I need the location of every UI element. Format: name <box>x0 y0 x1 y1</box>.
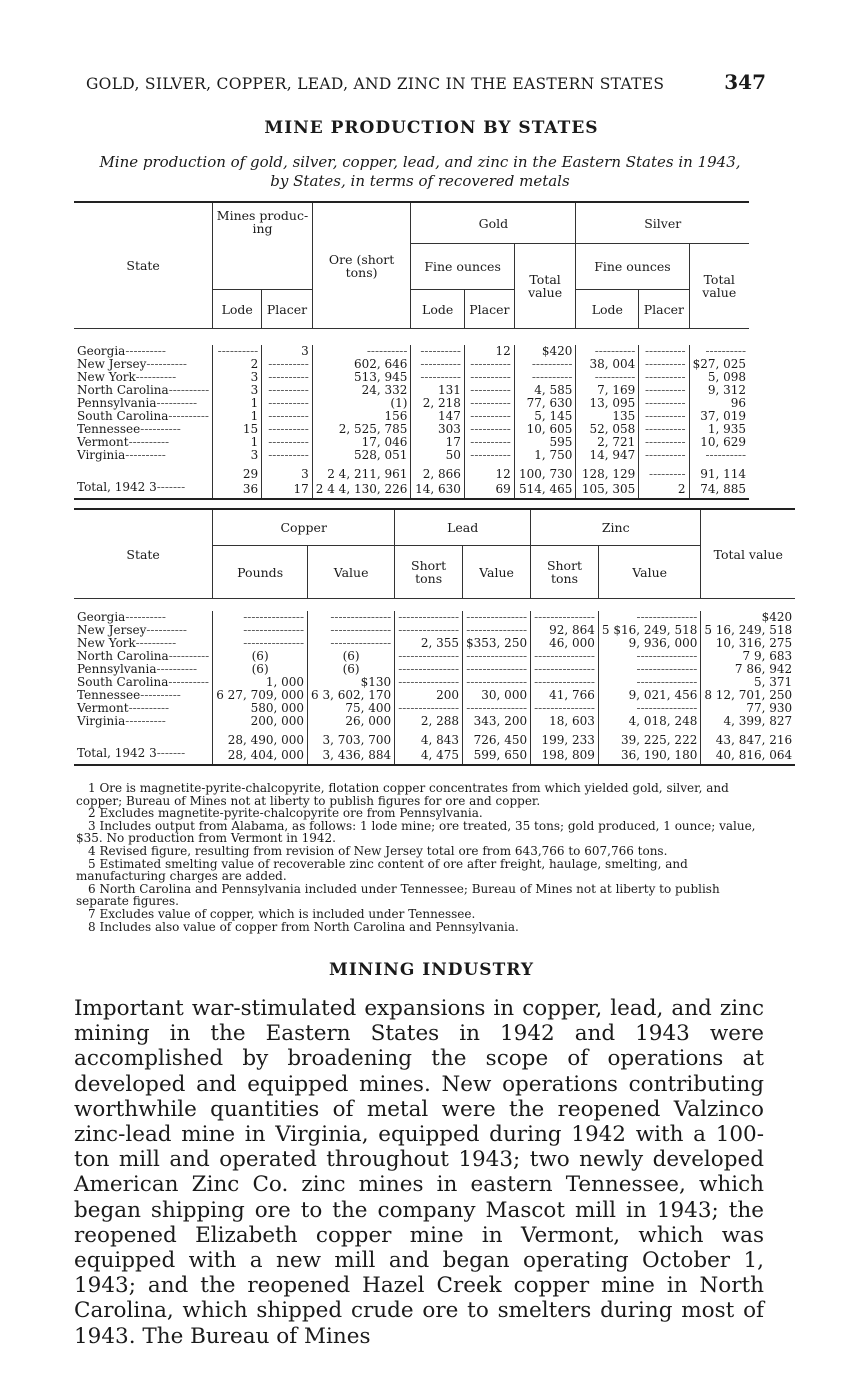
t2-totals <box>74 728 795 765</box>
t1-cell-ag-lode: 52, 058 <box>576 423 639 436</box>
t2-total-value: 43, 847, 216 <box>701 728 795 747</box>
t2-1942-pb-tons: 4, 475 <box>395 747 463 765</box>
t1-cell-ag-value: 10, 629 <box>689 436 749 449</box>
t1-total-ag-lode: 128, 129 <box>576 462 639 481</box>
t2-state-name: Georgia <box>77 610 126 624</box>
t2-state-cell: Pennsylvania---------- <box>77 662 198 676</box>
t1-cell-au-lode: 2, 218 <box>411 397 465 410</box>
t2-state-name: Vermont <box>77 701 129 715</box>
t1-header-silver-placer: Placer <box>639 290 689 329</box>
t1-cell-lode: 15 <box>213 423 262 436</box>
t1-state-name: Tennessee <box>77 422 141 436</box>
t1-total-ore: 2 4, 211, 961 <box>312 462 411 481</box>
t1-cell-au-lode: ---------- <box>411 358 465 371</box>
t1-cell-ore: 17, 046 <box>312 436 411 449</box>
t1-cell-ag-lode: ---------- <box>576 345 639 358</box>
t1-cell-placer: ---------- <box>262 397 313 410</box>
t2-cell-cu-lb: --------------- <box>213 611 308 624</box>
t2-header-copper: Copper <box>213 509 395 546</box>
t1-cell-ag-placer: ---------- <box>639 410 689 423</box>
t1-cell-au-placer: ---------- <box>464 397 514 410</box>
t1-cell-placer: ---------- <box>262 423 313 436</box>
t2-cell-zn-val: 9, 021, 456 <box>598 689 700 702</box>
t1-cell-ag-value: 5, 098 <box>689 371 749 384</box>
t2-cell-pb-tons: --------------- <box>395 676 463 689</box>
t1-total-ag-value: 91, 114 <box>689 462 749 481</box>
t2-state-name: Virginia <box>77 714 126 728</box>
t2-1942-zn-val: 36, 190, 180 <box>598 747 700 765</box>
t1-state-name: New Jersey <box>77 357 147 371</box>
t2-cell-zn-val: 4, 018, 248 <box>598 715 700 728</box>
t1-1942-ag-lode: 105, 305 <box>576 481 639 499</box>
t1-cell-au-value: 1, 750 <box>514 449 576 462</box>
t1-cell-au-value: 5, 145 <box>514 410 576 423</box>
t2-state-cell: Georgia---------- <box>77 610 166 624</box>
t1-totals <box>74 462 749 499</box>
t2-header-zinc-short-tons: Short tons <box>531 546 599 599</box>
t2-cell-cu-val: 6 3, 602, 170 <box>308 689 395 702</box>
t1-total-1942-label-text: Total, 1942 3 <box>77 480 157 494</box>
t1-header-mines-placer: Placer <box>262 290 313 329</box>
t1-state-name: Virginia <box>77 448 126 462</box>
t1-header-mines-lode: Lode <box>213 290 262 329</box>
running-head-title: GOLD, SILVER, COPPER, LEAD, AND ZINC IN THE EASTERN STATES <box>86 75 665 93</box>
footnote: 5 Estimated smelting value of recoverable zinc content of ore after freight, haulage, smelting, and manufacturing charges are added. <box>76 856 688 884</box>
t2-1942-pb-val: 599, 650 <box>463 747 531 765</box>
t1-cell-au-lode: 303 <box>411 423 465 436</box>
t2-cell-pb-val: --------------- <box>463 624 531 637</box>
t2-header-zinc: Zinc <box>531 509 701 546</box>
t2-total-zn-tons: 199, 233 <box>531 728 599 747</box>
t1-state-cell: Pennsylvania---------- <box>77 396 198 410</box>
t1-cell-placer: ---------- <box>262 436 313 449</box>
t2-cell-zn-tons: --------------- <box>531 650 599 663</box>
t1-row <box>74 436 749 449</box>
t1-cell-au-value: 595 <box>514 436 576 449</box>
t1-cell-au-lode: 147 <box>411 410 465 423</box>
t1-cell-ag-placer: ---------- <box>639 358 689 371</box>
t1-cell-ag-placer: ---------- <box>639 397 689 410</box>
t1-state-name: South Carolina <box>77 409 169 423</box>
t1-header-gold: Gold <box>411 202 576 244</box>
t1-cell-ag-placer: ---------- <box>639 345 689 358</box>
t1-cell-ore: 528, 051 <box>312 449 411 462</box>
t2-total-pb-val: 726, 450 <box>463 728 531 747</box>
t2-cell-pb-tons: 2, 355 <box>395 637 463 650</box>
t2-row <box>74 715 795 728</box>
t1-cell-placer: ---------- <box>262 384 313 397</box>
t1-cell-ag-value: 37, 019 <box>689 410 749 423</box>
t2-cell-pb-tons: 2, 288 <box>395 715 463 728</box>
t2-cell-zn-val: --------------- <box>598 611 700 624</box>
t2-cell-cu-lb: 580, 000 <box>213 702 308 715</box>
footnote: 6 North Carolina and Pennsylvania included under Tennessee; Bureau of Mines not at liberty to publish separate figures. <box>76 881 720 909</box>
t2-total-1942-label-text: Total, 1942 3 <box>77 746 157 760</box>
t1-1942-ag-value: 74, 885 <box>689 481 749 499</box>
t2-state-name: South Carolina <box>77 675 169 689</box>
t1-cell-au-lode: 50 <box>411 449 465 462</box>
t2-cell-cu-lb: --------------- <box>213 624 308 637</box>
t2-row <box>74 689 795 702</box>
t2-state-name: Pennsylvania <box>77 662 157 676</box>
t2-cell-total: 5, 371 <box>701 676 795 689</box>
t2-state-name: New Jersey <box>77 623 147 637</box>
t2-total-cu-lb: 28, 490, 000 <box>213 728 308 747</box>
t1-cell-ore: 156 <box>312 410 411 423</box>
t1-header-gold-fine-oz: Fine ounces <box>411 244 514 290</box>
t2-state-cell: New York---------- <box>77 636 177 650</box>
t1-state-cell: North Carolina---------- <box>77 383 210 397</box>
t1-cell-au-placer: ---------- <box>464 358 514 371</box>
t1-cell-ag-value: ---------- <box>689 345 749 358</box>
footnote: 7 Excludes value of copper, which is included under Tennessee. <box>88 906 476 921</box>
t2-cell-cu-lb: (6) <box>213 663 308 676</box>
t2-cell-total: 5 16, 249, 518 <box>701 624 795 637</box>
t2-cell-total: 77, 930 <box>701 702 795 715</box>
t1-1942-ag-placer: 2 <box>639 481 689 499</box>
t1-header-gold-lode: Lode <box>411 290 465 329</box>
t1-cell-ag-value: 96 <box>689 397 749 410</box>
t2-cell-pb-val: --------------- <box>463 611 531 624</box>
t1-cell-ore: 513, 945 <box>312 371 411 384</box>
t2-cell-cu-lb: 200, 000 <box>213 715 308 728</box>
t1-header-state: State <box>74 202 213 329</box>
t2-cell-cu-val: (6) <box>308 663 395 676</box>
t1-header-gold-placer: Placer <box>464 290 514 329</box>
t1-cell-au-value: 4, 585 <box>514 384 576 397</box>
t1-total-1942-label: Total, 1942 3------- <box>77 480 186 494</box>
t2-cell-zn-tons: --------------- <box>531 676 599 689</box>
t1-cell-au-value: ---------- <box>514 371 576 384</box>
t2-cell-pb-tons: --------------- <box>395 611 463 624</box>
t2-cell-pb-val: 343, 200 <box>463 715 531 728</box>
t2-cell-zn-val: 9, 936, 000 <box>598 637 700 650</box>
t2-cell-zn-val: --------------- <box>598 676 700 689</box>
t1-cell-ag-value: ---------- <box>689 449 749 462</box>
t2-header-lead-short-tons: Short tons <box>395 546 463 599</box>
t1-cell-au-value: 77, 630 <box>514 397 576 410</box>
t1-cell-lode: 3 <box>213 384 262 397</box>
t2-state-cell: South Carolina---------- <box>77 675 209 689</box>
t1-cell-ag-value: 1, 935 <box>689 423 749 436</box>
t1-cell-ag-value: $27, 025 <box>689 358 749 371</box>
t1-total-au-lode: 2, 866 <box>411 462 465 481</box>
t1-total-au-placer: 12 <box>464 462 514 481</box>
t1-state-cell: New Jersey---------- <box>77 357 187 371</box>
t1-cell-au-lode: ---------- <box>411 371 465 384</box>
t2-header-copper-pounds: Pounds <box>213 546 308 599</box>
t1-cell-ag-lode: 14, 947 <box>576 449 639 462</box>
footnote: 4 Revised figure, resulting from revision of New Jersey total ore from 643,766 to 607,766 tons. <box>88 843 668 858</box>
t1-state-name: Georgia <box>77 344 126 358</box>
t1-header-mines: Mines produc-ing <box>213 202 313 290</box>
t2-cell-cu-val: --------------- <box>308 637 395 650</box>
t1-total-ag-placer: --------- <box>639 462 689 481</box>
t1-row <box>74 423 749 436</box>
t1-cell-ore: ---------- <box>312 345 411 358</box>
t1-row <box>74 449 749 462</box>
t1-cell-lode: 3 <box>213 371 262 384</box>
t1-1942-ore: 2 4 4, 130, 226 <box>312 481 411 499</box>
t1-cell-au-lode: 131 <box>411 384 465 397</box>
t1-cell-ag-placer: ---------- <box>639 371 689 384</box>
t2-total-cu-val: 3, 703, 700 <box>308 728 395 747</box>
t1-cell-ag-placer: ---------- <box>639 449 689 462</box>
running-head <box>86 70 766 94</box>
t1-cell-ag-lode: 2, 721 <box>576 436 639 449</box>
t1-cell-lode: 3 <box>213 449 262 462</box>
t2-cell-total: 7 9, 683 <box>701 650 795 663</box>
t1-cell-placer: ---------- <box>262 410 313 423</box>
t2-1942-cu-val: 3, 436, 884 <box>308 747 395 765</box>
t2-cell-total: 7 86, 942 <box>701 663 795 676</box>
t1-cell-lode: 1 <box>213 436 262 449</box>
t1-header-gold-total-value: Total value <box>514 244 576 329</box>
t1-cell-ore: 602, 646 <box>312 358 411 371</box>
t2-cell-total: 4, 399, 827 <box>701 715 795 728</box>
copper-lead-zinc-table <box>74 508 795 766</box>
t1-cell-ag-value: 9, 312 <box>689 384 749 397</box>
t2-cell-pb-val: --------------- <box>463 702 531 715</box>
t1-cell-lode: 1 <box>213 397 262 410</box>
t1-cell-placer: ---------- <box>262 358 313 371</box>
t1-total-lode: 29 <box>213 462 262 481</box>
footnote: 8 Includes also value of copper from North Carolina and Pennsylvania. <box>88 919 519 934</box>
t2-cell-cu-lb: --------------- <box>213 637 308 650</box>
gold-silver-table <box>74 201 749 500</box>
t2-cell-zn-val: --------------- <box>598 650 700 663</box>
t1-cell-ag-lode: ---------- <box>576 371 639 384</box>
t2-cell-cu-lb: 6 27, 709, 000 <box>213 689 308 702</box>
t2-cell-cu-val: --------------- <box>308 624 395 637</box>
t1-cell-placer: ---------- <box>262 371 313 384</box>
mining-industry-title: MINING INDUSTRY <box>329 960 534 980</box>
t1-cell-au-placer: ---------- <box>464 384 514 397</box>
caption-line-1: Mine production of gold, silver, copper, lead, and zinc in the Eastern States in 1943, <box>99 153 741 171</box>
t1-total-placer: 3 <box>262 462 313 481</box>
t2-header-lead: Lead <box>395 509 531 546</box>
t2-cell-zn-val: --------------- <box>598 702 700 715</box>
t2-cell-pb-val: $353, 250 <box>463 637 531 650</box>
footnote: 2 Excludes magnetite-pyrite-chalcopyrite ore from Pennsylvania. <box>88 806 483 821</box>
t2-cell-pb-val: --------------- <box>463 663 531 676</box>
t1-cell-au-value: 10, 605 <box>514 423 576 436</box>
t1-state-cell: Georgia---------- <box>77 344 166 358</box>
t2-cell-total: $420 <box>701 611 795 624</box>
t1-header-ore: Ore (short tons) <box>312 202 411 329</box>
t1-1942-au-placer: 69 <box>464 481 514 499</box>
t2-cell-pb-val: 30, 000 <box>463 689 531 702</box>
t2-total-zn-val: 39, 225, 222 <box>598 728 700 747</box>
t2-cell-cu-lb: 1, 000 <box>213 676 308 689</box>
t2-cell-total: 10, 316, 275 <box>701 637 795 650</box>
t2-cell-pb-tons: --------------- <box>395 702 463 715</box>
t2-total-1942-label: Total, 1942 3------- <box>77 746 186 760</box>
t1-state-cell: Virginia---------- <box>77 448 166 462</box>
footnotes <box>76 782 761 933</box>
t2-cell-pb-val: --------------- <box>463 650 531 663</box>
t2-cell-zn-tons: 46, 000 <box>531 637 599 650</box>
t1-cell-lode: ---------- <box>213 345 262 358</box>
footnote: 1 Ore is magnetite-pyrite-chalcopyrite, flotation copper concentrates from which yielded gold, silver, and copper; Bureau of Mines not at liberty to publish figures for ore and copper. <box>76 781 729 808</box>
t1-cell-ag-lode: 135 <box>576 410 639 423</box>
t2-state-name: North Carolina <box>77 649 169 663</box>
t2-cell-zn-val: 5 $16, 249, 518 <box>598 624 700 637</box>
t1-cell-au-placer: ---------- <box>464 410 514 423</box>
t1-state-name: Vermont <box>77 435 129 449</box>
t1-cell-au-placer: ---------- <box>464 436 514 449</box>
t2-state-cell: Vermont---------- <box>77 701 170 715</box>
t1-cell-au-placer: ---------- <box>464 449 514 462</box>
t1-total-au-value: 100, 730 <box>514 462 576 481</box>
t2-body <box>74 599 795 729</box>
t2-cell-zn-tons: 41, 766 <box>531 689 599 702</box>
t2-cell-zn-tons: --------------- <box>531 611 599 624</box>
t1-state-cell: Tennessee---------- <box>77 422 181 436</box>
t1-state-cell: South Carolina---------- <box>77 409 209 423</box>
t2-state-name: Tennessee <box>77 688 141 702</box>
t1-body <box>74 329 749 463</box>
t2-state-cell: New Jersey---------- <box>77 623 187 637</box>
t2-cell-zn-tons: 18, 603 <box>531 715 599 728</box>
t1-cell-ag-placer: ---------- <box>639 436 689 449</box>
t1-cell-au-placer: ---------- <box>464 423 514 436</box>
t2-total-pb-tons: 4, 843 <box>395 728 463 747</box>
t2-cell-zn-tons: --------------- <box>531 663 599 676</box>
t1-state-cell: New York---------- <box>77 370 177 384</box>
page-number: 347 <box>724 70 766 94</box>
t1-cell-ag-placer: ---------- <box>639 423 689 436</box>
t2-header-lead-value: Value <box>463 546 531 599</box>
t1-cell-au-value: $420 <box>514 345 576 358</box>
t2-cell-cu-val: 26, 000 <box>308 715 395 728</box>
t1-cell-lode: 2 <box>213 358 262 371</box>
t2-state-cell: North Carolina---------- <box>77 649 210 663</box>
t1-cell-placer: 3 <box>262 345 313 358</box>
t1-1942-lode: 36 <box>213 481 262 499</box>
t2-state-cell: Virginia---------- <box>77 714 166 728</box>
t2-header-state: State <box>74 509 213 599</box>
t2-cell-zn-val: --------------- <box>598 663 700 676</box>
t2-header-copper-value: Value <box>308 546 395 599</box>
t1-cell-ag-lode: 13, 095 <box>576 397 639 410</box>
t2-1942-zn-tons: 198, 809 <box>531 747 599 765</box>
t1-state-name: North Carolina <box>77 383 169 397</box>
t2-cell-pb-tons: 200 <box>395 689 463 702</box>
t1-header-silver: Silver <box>576 202 749 244</box>
t1-1942-au-value: 514, 465 <box>514 481 576 499</box>
t2-state-cell: Tennessee---------- <box>77 688 181 702</box>
t1-cell-au-placer: 12 <box>464 345 514 358</box>
t2-cell-zn-tons: --------------- <box>531 702 599 715</box>
t2-cell-cu-val: 75, 400 <box>308 702 395 715</box>
t1-cell-ore: 2, 525, 785 <box>312 423 411 436</box>
t1-cell-au-lode: 17 <box>411 436 465 449</box>
t2-cell-pb-tons: --------------- <box>395 663 463 676</box>
t2-state-name: New York <box>77 636 136 650</box>
t2-cell-pb-tons: --------------- <box>395 650 463 663</box>
t1-cell-ag-lode: 7, 169 <box>576 384 639 397</box>
t2-cell-cu-val: (6) <box>308 650 395 663</box>
t2-cell-zn-tons: 92, 864 <box>531 624 599 637</box>
t1-cell-au-lode: ---------- <box>411 345 465 358</box>
t1-1942-au-lode: 14, 630 <box>411 481 465 499</box>
t2-cell-cu-val: $130 <box>308 676 395 689</box>
t2-cell-pb-tons: --------------- <box>395 624 463 637</box>
body-paragraph: Important war-stimulated expansions in copper, lead, and zinc mining in the Eastern States in 1942 and 1943 were accomplished by broadening the scope of operations at developed and equipped mines. New operations contributing worthwhile quantities of metal were the reopened Valzinco zinc-lead mine in Virginia, equipped during 1942 with a 100-ton mill and operated throughout 1943; two newly developed American Zinc Co. zinc mines in eastern Tennessee, which began shipping ore to the company Mascot mill in 1943; the reopened Elizabeth copper mine in Vermont, which was equipped with a new mill and began operating October 1, 1943; and the reopened Hazel Creek copper mine in North Carolina, which shipped crude ore to smelters during most of 1943. The Bureau of Mines <box>74 996 764 1349</box>
t1-state-cell: Vermont---------- <box>77 435 170 449</box>
caption-line-2: by States, in terms of recovered metals <box>270 172 570 190</box>
table-caption <box>70 153 770 191</box>
t1-state-name: Pennsylvania <box>77 396 157 410</box>
t2-1942-total: 40, 816, 064 <box>701 747 795 765</box>
t1-cell-placer: ---------- <box>262 449 313 462</box>
t2-cell-cu-val: --------------- <box>308 611 395 624</box>
t2-cell-pb-val: --------------- <box>463 676 531 689</box>
t1-cell-ore: (1) <box>312 397 411 410</box>
t2-header-total-value: Total value <box>701 509 795 599</box>
t1-1942-placer: 17 <box>262 481 313 499</box>
t1-state-name: New York <box>77 370 136 384</box>
t1-header-silver-lode: Lode <box>576 290 639 329</box>
t2-cell-cu-lb: (6) <box>213 650 308 663</box>
t1-cell-lode: 1 <box>213 410 262 423</box>
t1-header-silver-fine-oz: Fine ounces <box>576 244 689 290</box>
t1-cell-ag-placer: ---------- <box>639 384 689 397</box>
t2-header-zinc-value: Value <box>598 546 700 599</box>
t2-1942-cu-lb: 28, 404, 000 <box>213 747 308 765</box>
t1-header-silver-total-value: Total value <box>689 244 749 329</box>
t2-cell-total: 8 12, 701, 250 <box>701 689 795 702</box>
t1-cell-au-value: ---------- <box>514 358 576 371</box>
t1-cell-ore: 24, 332 <box>312 384 411 397</box>
section-title: MINE PRODUCTION BY STATES <box>264 118 599 138</box>
t1-cell-au-placer: ---------- <box>464 371 514 384</box>
footnote: 3 Includes output from Alabama, as follows: 1 lode mine; ore treated, 35 tons; gold produced, 1 ounce; value, $35. No production from Vermont in 1942. <box>76 818 756 846</box>
t1-cell-ag-lode: 38, 004 <box>576 358 639 371</box>
